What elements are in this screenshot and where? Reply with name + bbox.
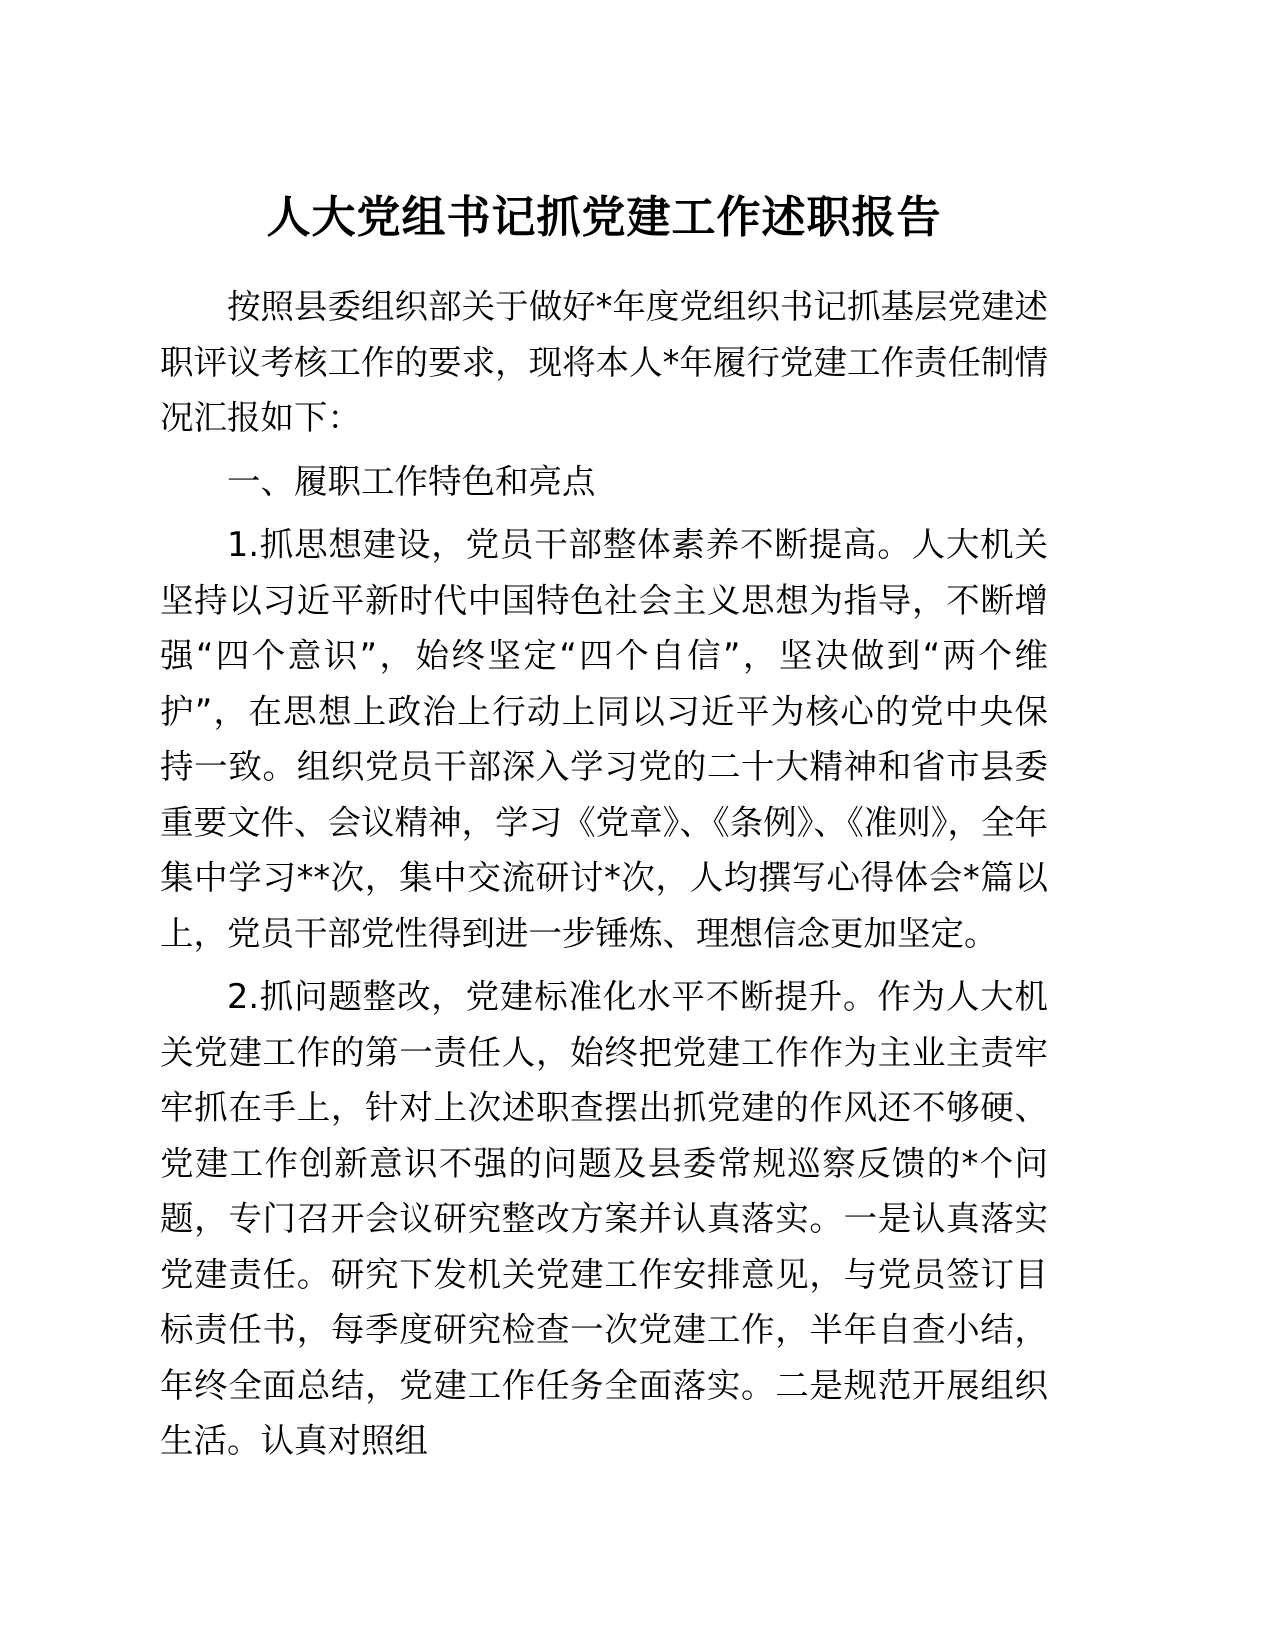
paragraph-item-1: 1.抓思想建设，党员干部整体素养不断提高。人大机关坚持以习近平新时代中国特色社会主义思想为指导，不断增强“四个意识”，始终坚定“四个自信”，坚决做到“两个维护”，在思想上政治上行动上同以习近平为核心的党中央保持一致。组织党员干部深入学习党的二十大精神和省市县委重要文件、会议精神，学习《党章》、《条例》、《准则》，全年集中学习**次，集中交流研讨*次，人均撰写心得体会*篇以上，党员干部党性得到进一步锤炼、理想信念更加坚定。: [160, 525, 1048, 953]
document-body: [160, 190, 1048, 1469]
document-title: 人大党组书记抓党建工作述职报告: [266, 192, 942, 243]
section-heading-one: 一、履职工作特色和亮点: [227, 461, 596, 501]
intro-paragraph: 按照县委组织部关于做好*年度党组织书记抓基层党建述职评议考核工作的要求，现将本人*年履行党建工作责任制情况汇报如下：: [160, 287, 1048, 437]
paragraph-item-2: 2.抓问题整改，党建标准化水平不断提升。作为人大机关党建工作的第一责任人，始终把党建工作作为主业主责牢牢抓在手上，针对上次述职查摆出抓党建的作风还不够硬、党建工作创新意识不强的问题及县委常规巡察反馈的*个问题，专门召开会议研究整改方案并认真落实。一是认真落实党建责任。研究下发机关党建工作安排意见，与党员签订目标责任书，每季度研究检查一次党建工作，半年自查小结，年终全面总结，党建工作任务全面落实。二是规范开展组织生活。认真对照组: [160, 977, 1048, 1460]
